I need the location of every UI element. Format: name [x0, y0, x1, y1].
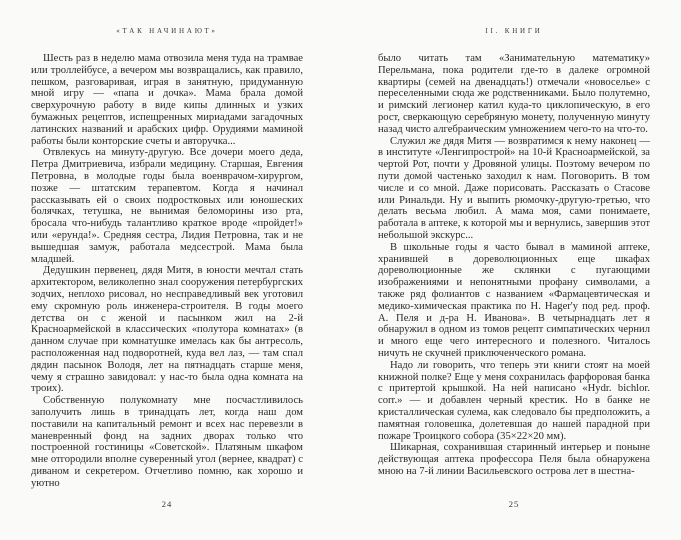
paragraph: было читать там «Занимательную математику» Перельмана, пока родители где-то в далеке огромной квартиры (семей на двенадцать!) отмечали «новоселье» с переселенными сюда же родственниками. Было полутемно, и римский легионер катил куда-то циклопическую, в его рост, сверкающую серебряную монету, полученную минуту назад чисто алгебраическим умножением чего-то на что-то. — [378, 53, 650, 135]
page-body-right — [378, 53, 650, 478]
page-number-left: 24 — [161, 499, 173, 509]
page-left — [31, 0, 303, 540]
page-number-right: 25 — [508, 499, 520, 509]
page-right — [378, 0, 650, 540]
running-head-right: II. КНИГИ — [485, 27, 543, 35]
page-body-left — [31, 53, 303, 489]
paragraph: Шесть раз в неделю мама отвозила меня туда на трамвае или троллейбусе, а вечером мы возвращались, как правило, пешком, разговаривая, играя в занятную, придуманную мной игру — «папа и дочка». Мама брала домой сверхурочную работу в виде кипы длинных и узких бумажных рецептов, испещренных мириадами загадочных латинских названий и арабских цифр. Орудиями маминой работы были конторские счеты и авторучка... — [31, 53, 303, 147]
paragraph: Дедушкин первенец, дядя Митя, в юности мечтал стать архитектором, великолепно знал сооружения петербургских зодчих, неплохо рисовал, но несправедливый век уготовил ему скромную роль инженера-строителя. В годы моего детства он с женой и пасынком жил на 2-й Красноармейской в классических «полутора комнатах» (в данном случае при комнатушке имелась как бы антресоль, расположенная над подворотней, куда вел лаз, — там спал дядин пасынок Володя, лет на пятнадцать старше меня, чему я страшно завидовал: у нас-то была одна комната на троих). — [31, 265, 303, 395]
paragraph: Служил же дядя Митя — возвратимся к нему наконец — в институте «Ленгипрострой» на 10-й Красноармейской, за чертой Рот, почти у Дровяной улицы. Поэтому вечером по пути домой частенько заходил к нам. Поговорить. В том числе и со мной. Даже порисовать. Рассказать о Стасове или Ринальди. Ну и выпить рюмочку-другую-третью, что делать весьма любил. А мама моя, сами понимаете, работала в аптеке, к которой мы и вернулись, завершив этот небольшой экскурс... — [378, 135, 650, 241]
paragraph: Шикарная, сохранившая старинный интерьер и поныне действующая аптека профессора Пеля была обнаружена мною на 7-й линии Васильевского острова лет в шестна- — [378, 442, 650, 477]
paragraph: Собственную полукомнату мне посчастливилось заполучить лишь в тринадцать лет, когда наш дом поставили на капитальный ремонт и всех нас перевезли в маневренный фонд на задних дворах только что построенной гостиницы «Советской». Платяным шкафом мне отгородили вполне суверенный угол (вернее, квадрат) с диваном и секретером. Отчетливо помню, как хорошо и уютно — [31, 395, 303, 489]
paragraph: Отвлекусь на минуту-другую. Все дочери моего деда, Петра Дмитриевича, избрали медицину. Старшая, Евгения Петровна, в молодые годы была военврачом-хирургом, позже — штатским терапевтом. Когда я начинал рассказывать ей о своих подростковых или юношеских болячках, тетушка, не вынимая беломорины изо рта, бросала что-нибудь талантливо краткое вроде «пройдет!» или «ерунда!». Средняя сестра, Лидия Петровна, так и не вышедшая замуж, работала медсестрой. Мама была младшей. — [31, 147, 303, 265]
paragraph: Надо ли говорить, что теперь эти книги стоят на моей книжной полке? Еще у меня сохранилась фарфоровая банка с притертой крышкой. На ней написано «Hydr. bichlor. corr.» — и добавлен черный крестик. Но в банке не кристаллическая сулема, как следовало бы предположить, а памятная головешка, долетевшая до нашей парадной при пожаре Троицкого собора (35×22×20 мм). — [378, 359, 650, 442]
paragraph: В школьные годы я часто бывал в маминой аптеке, хранившей в дореволюционных еще шкафах дореволюционные же склянки с пугающими изображениями и непонятными профану символами, а также ряд фолиантов с названием «Фармацевтическая и медико-химическая практика по H. Hager'у под ред. проф. А. Пеля и д-ра Н. Иванова». В четырнадцать лет я обнаружил в одном из томов рецепт симпатических чернил и много еще чего интересного и полезного. Читалось ничуть не скучней приключенческого романа. — [378, 241, 650, 359]
running-head-left: «ТАК НАЧИНАЮТ» — [116, 27, 218, 35]
